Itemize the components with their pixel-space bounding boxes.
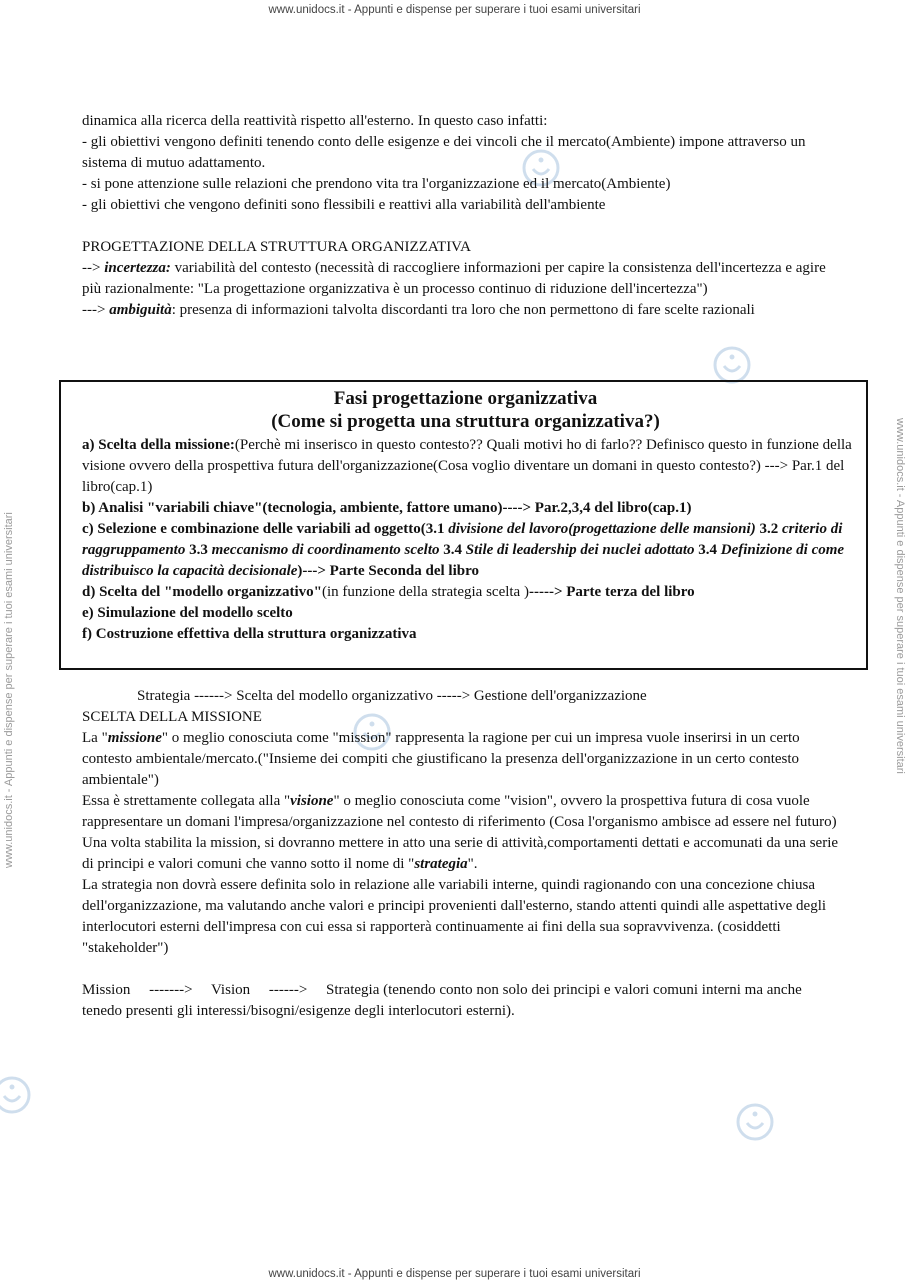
ambiguita-paragraph: ---> ambiguità: presenza di informazioni talvolta discordanti tra loro che non permettono di fare scelte razionali bbox=[82, 302, 755, 318]
footer-banner: www.unidocs.it - Appunti e dispense per superare i tuoi esami universitari bbox=[268, 1268, 641, 1280]
term-incertezza: incertezza: bbox=[104, 260, 171, 276]
section-heading: SCELTA DELLA MISSIONE bbox=[82, 709, 262, 725]
intro-bullet: - si pone attenzione sulle relazioni che prendono vita tra l'organizzazione ed il mercato(Ambiente) bbox=[82, 176, 671, 192]
flow-strategia: Strategia ------> Scelta del modello organizzativo -----> Gestione dell'organizzazione bbox=[137, 688, 647, 704]
section-heading: PROGETTAZIONE DELLA STRUTTURA ORGANIZZATIVA bbox=[82, 239, 471, 255]
phase-f: f) Costruzione effettiva della struttura organizzativa bbox=[82, 626, 417, 642]
missione-section bbox=[82, 686, 842, 1022]
strategia-paragraph: Una volta stabilita la mission, si dovranno mettere in atto una serie di attività,comportamenti dettati e accomunati da una serie di principi e valori comuni che vanno sotto il nome di "strategia". bbox=[82, 835, 839, 872]
intro-bullet: - gli obiettivi che vengono definiti sono flessibili e reattivi alla variabilità dell'ambiente bbox=[82, 197, 606, 213]
box-subtitle: (Come si progetta una struttura organizzativa?) bbox=[271, 411, 660, 432]
watermark-logo-icon bbox=[735, 1102, 775, 1142]
watermark-logo-icon bbox=[0, 1075, 32, 1115]
term-ambiguita: ambiguità bbox=[109, 302, 172, 318]
phase-a: a) Scelta della missione:(Perchè mi inserisco in questo contesto?? Quali motivi ho di farlo?? Definisco questo in funzione della visione ovvero della prospettiva futura dell'organizzazione(Cosa voglio diventare un domani in questo contesto?) ---> Par.1 del libro(cap.1) bbox=[82, 437, 852, 495]
intro-bullet: - gli obiettivi vengono definiti tenendo conto delle esigenze e dei vincoli che il mercato(Ambiente) impone attraverso un sistema di mutuo adattamento. bbox=[82, 134, 806, 171]
phase-d: d) Scelta del "modello organizzativo"(in funzione della strategia scelta )-----> Parte terza del libro bbox=[82, 584, 695, 600]
box-title: Fasi progettazione organizzativa bbox=[333, 388, 598, 409]
phase-b: b) Analisi "variabili chiave"(tecnologia, ambiente, fattore umano)----> Par.2,3,4 del libro(cap.1) bbox=[82, 500, 692, 516]
header-banner: www.unidocs.it - Appunti e dispense per superare i tuoi esami universitari bbox=[268, 4, 641, 16]
watermark-logo-icon bbox=[712, 345, 752, 385]
visione-paragraph: Essa è strettamente collegata alla "visione" o meglio conosciuta come "vision", ovvero la prospettiva futura di cosa vuole rappresentare un domani l'impresa/organizzazione nel contesto di riferimento (Cosa l'organismo ambisce ad essere nel futuro) bbox=[82, 793, 837, 830]
incertezza-paragraph: --> incertezza: variabilità del contesto (necessità di raccogliere informazioni per capire la consistenza dell'incertezza e agire più razionalmente: "La progettazione organizzativa è un processo continuo di riduzione dell'incertezza") bbox=[82, 260, 826, 297]
stakeholder-paragraph: La strategia non dovrà essere definita solo in relazione alle variabili interne, quindi ragionando con una concezione chiusa dell'organizzazione, ma valutando anche valori e principi provenienti dall'esterno, stando attenti quindi alle aspettative degli interlocutori esterni dell'impresa con cui essa si rapporterà continuamente ai fini della sua sopravvivenza. (cosiddetti "stakeholder") bbox=[82, 877, 827, 956]
intro-section bbox=[82, 111, 827, 321]
side-watermark-left: www.unidocs.it - Appunti e dispense per superare i tuoi esami universitari bbox=[3, 512, 15, 868]
side-watermark-right: www.unidocs.it - Appunti e dispense per superare i tuoi esami universitari bbox=[894, 418, 906, 774]
phase-c: c) Selezione e combinazione delle variabili ad oggetto(3.1 divisione del lavoro(progettazione delle mansioni) 3.2 criterio di raggruppamento 3.3 meccanismo di coordinamento scelto 3.4 Stile di leadership dei nuclei adottato 3.4 Definizione di come distribuisco la capacità decisionale)---> Parte Seconda del libro bbox=[82, 521, 845, 579]
flow-mission: Mission -------> Vision ------> Strategia (tenendo conto non solo dei principi e valori comuni interni ma anche tenedo presenti gli interessi/bisogni/esigenze degli interlocutori esterni). bbox=[82, 982, 806, 1019]
missione-paragraph: La "missione" o meglio conosciuta come "mission" rappresenta la ragione per cui un impresa vuole inserirsi in un certo contesto ambientale/mercato.("Insieme dei compiti che giustificano la presenza dell'organizzazione in un certo contesto ambientale") bbox=[82, 730, 800, 788]
fasi-box bbox=[59, 380, 868, 670]
intro-line: dinamica alla ricerca della reattività rispetto all'esterno. In questo caso infatti: bbox=[82, 113, 548, 129]
phase-e: e) Simulazione del modello scelto bbox=[82, 605, 293, 621]
